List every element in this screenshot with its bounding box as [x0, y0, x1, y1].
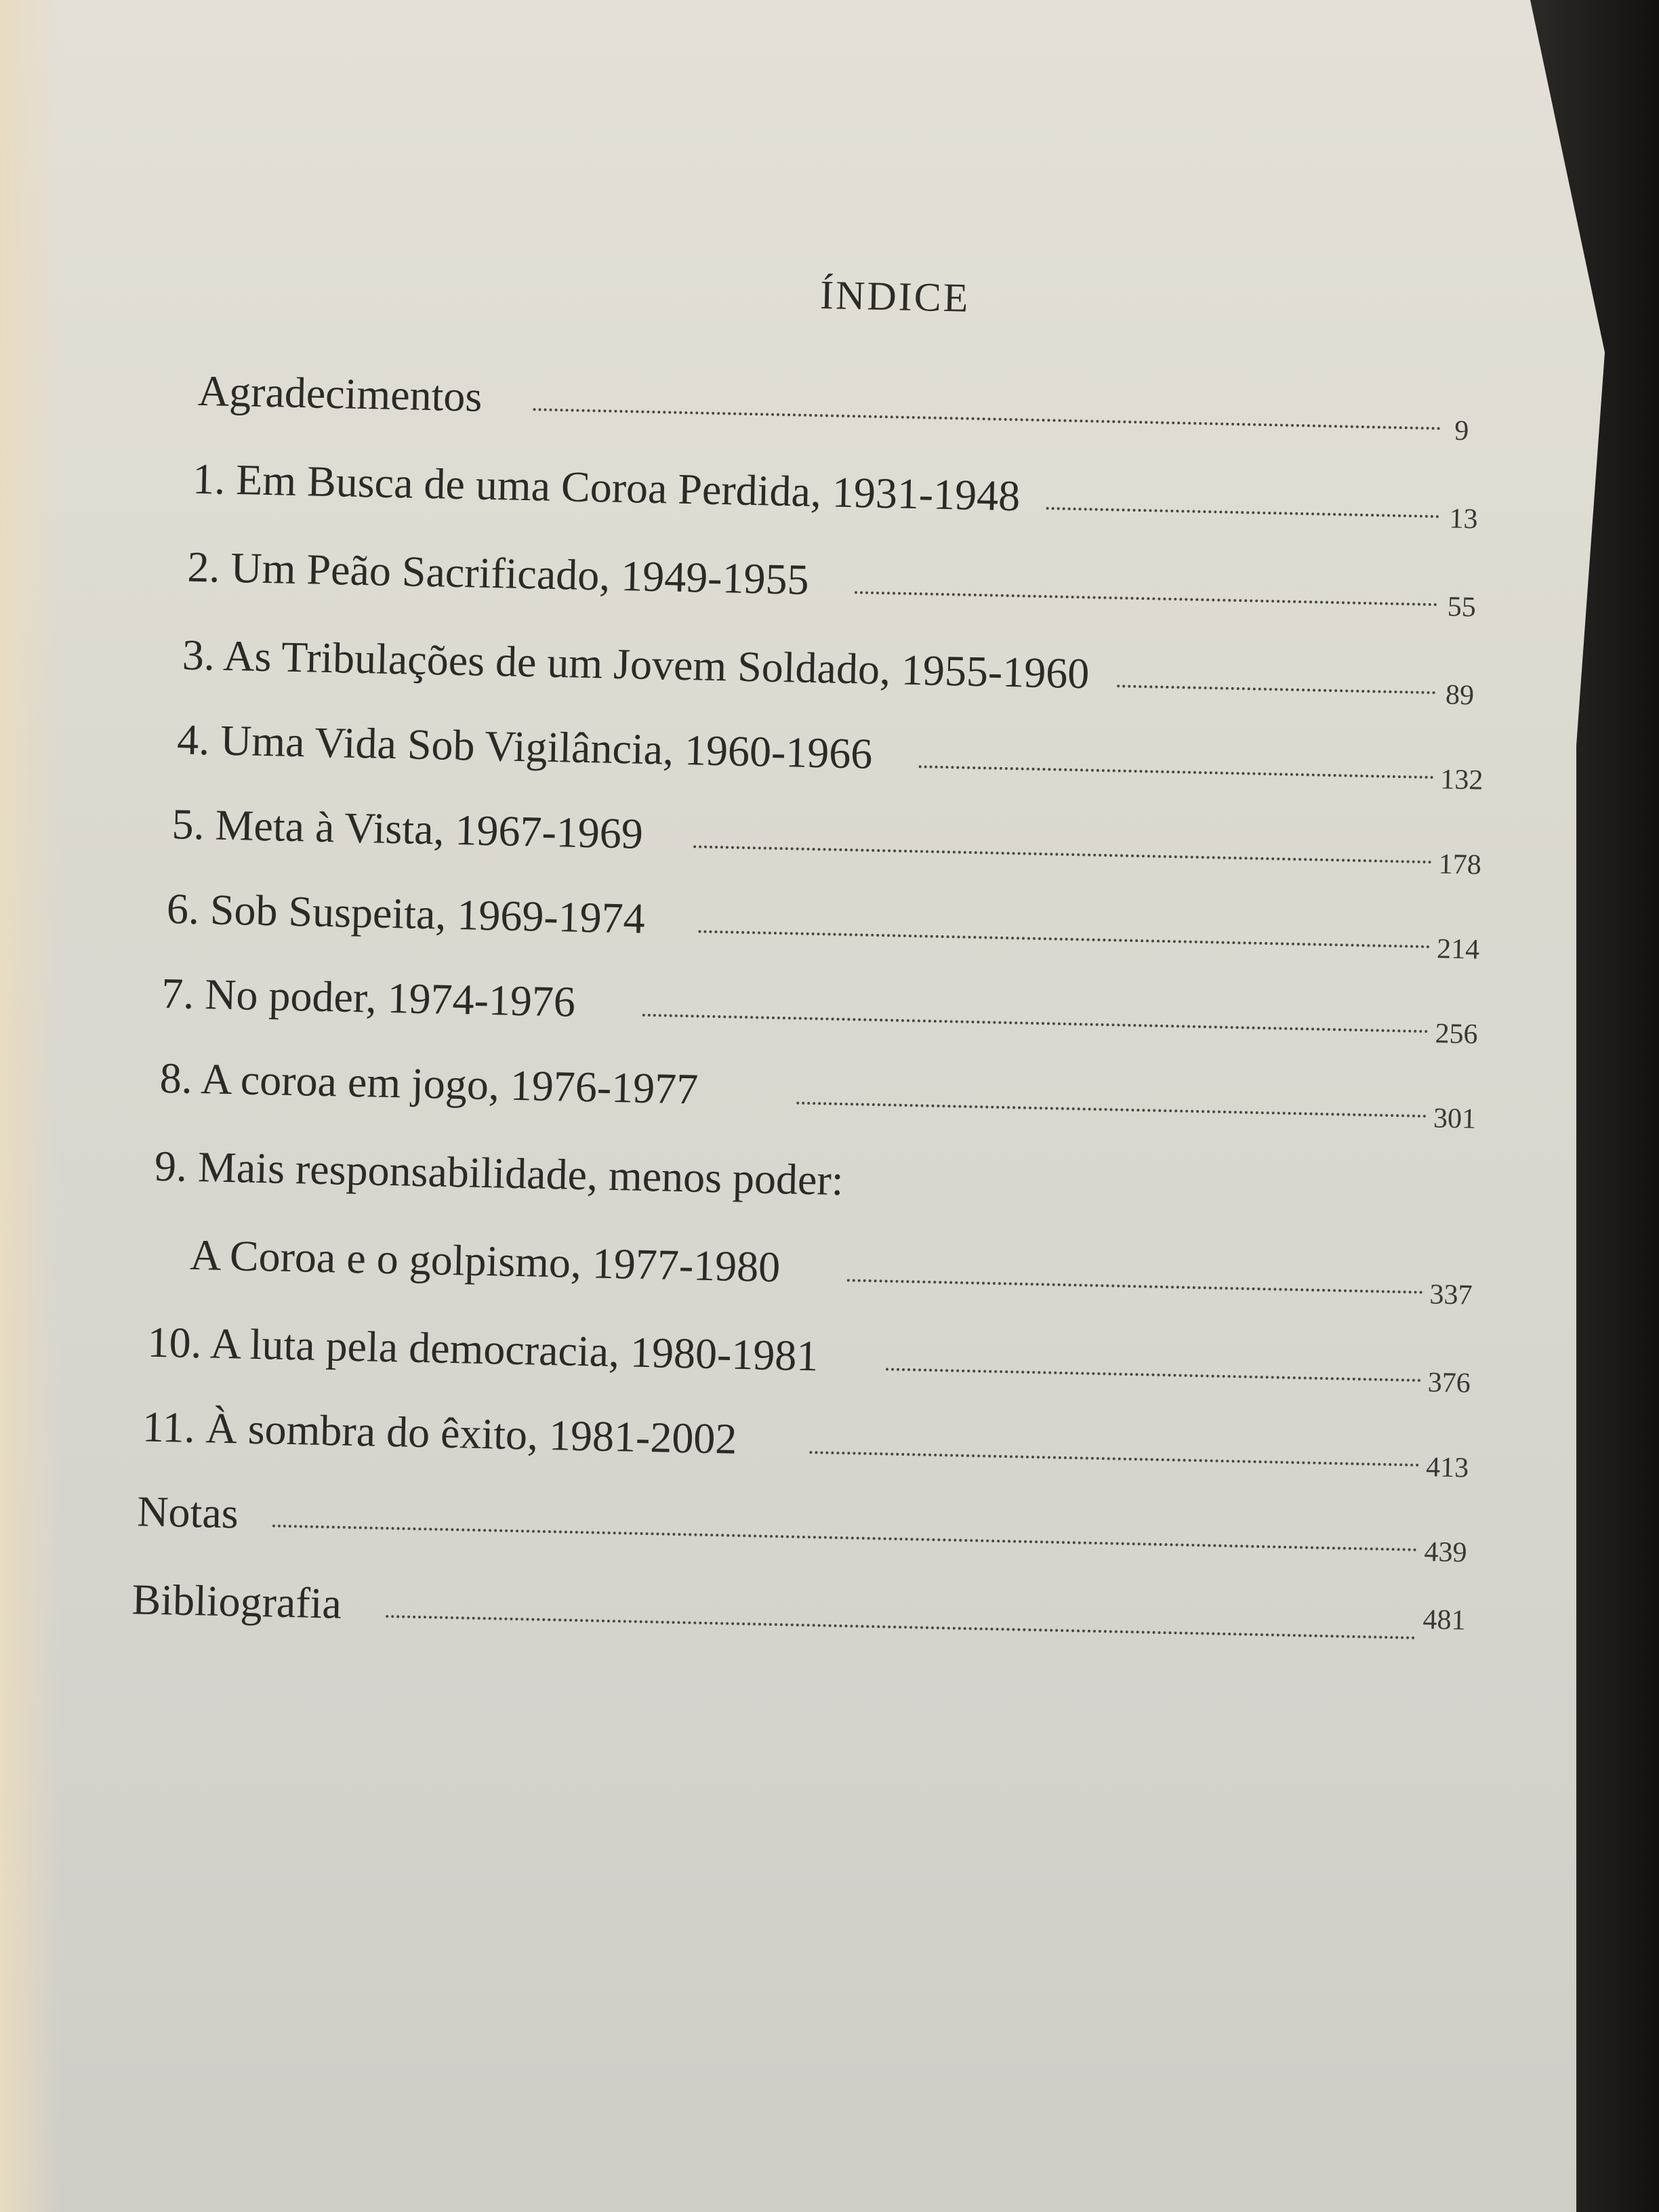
- dot-leader: [855, 591, 1437, 606]
- toc-entry-acknowledgements: [11, 363, 1659, 445]
- toc-entry-page: 89: [1445, 679, 1475, 712]
- toc-entry-chapter-9: [0, 1139, 1654, 1221]
- toc-entry-page: 376: [1427, 1367, 1471, 1399]
- toc-entry-title: 7. No poder, 1974-1976: [161, 968, 576, 1026]
- dot-leader: [698, 930, 1430, 948]
- toc-entry-chapter-9-subtitle: [0, 1227, 1653, 1309]
- toc-entry-page: 214: [1436, 933, 1480, 966]
- toc-entry-chapter-1: [9, 451, 1659, 533]
- toc-entry-page: 9: [1454, 415, 1469, 447]
- dot-leader: [272, 1525, 1418, 1551]
- toc-entry-chapter-3: [5, 628, 1659, 710]
- toc-entry-chapter-4: [4, 712, 1659, 794]
- dot-leader: [533, 408, 1441, 430]
- toc-entry-chapter-5: [2, 797, 1659, 879]
- toc-entry-chapter-8: [0, 1051, 1656, 1133]
- toc-entry-chapter-2: [7, 539, 1659, 621]
- toc-entry-page: 256: [1435, 1018, 1479, 1050]
- toc-entry-title: 10. A luta pela democracia, 1980-1981: [146, 1317, 819, 1380]
- toc-entry-chapter-7: [0, 966, 1658, 1048]
- toc-entry-title: 9. Mais responsabilidade, menos poder:: [154, 1141, 844, 1205]
- toc-entry-title: 8. A coroa em jogo, 1976-1977: [159, 1053, 699, 1113]
- toc-heading: ÍNDICE: [819, 272, 971, 321]
- toc-entry-title: A Coroa e o golpismo, 1977-1980: [189, 1230, 781, 1292]
- toc-entry-notes: [0, 1485, 1647, 1567]
- toc-entry-title: 11. À sombra do êxito, 1981-2002: [142, 1402, 738, 1463]
- toc-entry-title: Agradecimentos: [197, 366, 483, 421]
- dot-leader: [386, 1615, 1416, 1639]
- dot-leader: [693, 845, 1432, 863]
- toc-entry-chapter-10: [0, 1315, 1651, 1397]
- toc-entry-bibliography: [0, 1573, 1645, 1655]
- toc-entry-page: 132: [1439, 764, 1483, 796]
- dot-leader: [642, 1014, 1429, 1033]
- dot-leader: [1117, 684, 1435, 694]
- toc-entry-title: 1. Em Busca de uma Coroa Perdida, 1931-1948: [192, 454, 1021, 520]
- toc-entry-title: Bibliografia: [131, 1575, 342, 1628]
- dot-leader: [886, 1368, 1421, 1382]
- toc-entry-page: 13: [1449, 503, 1478, 535]
- toc-entry-page: 439: [1424, 1536, 1468, 1569]
- toc-entry-title: Notas: [136, 1487, 239, 1538]
- toc-entry-page: 55: [1447, 591, 1477, 623]
- toc-entry-chapter-11: [0, 1400, 1649, 1482]
- toc-entry-title: 2. Um Peão Sacrificado, 1949-1955: [186, 542, 810, 604]
- dot-leader: [1046, 507, 1439, 518]
- dot-leader: [796, 1102, 1427, 1118]
- toc-entry-title: 4. Uma Vida Sob Vigilância, 1960-1966: [176, 715, 874, 778]
- toc-entry-page: 413: [1425, 1452, 1469, 1484]
- toc-entry-title: 6. Sob Suspeita, 1969-1974: [166, 884, 646, 943]
- toc-entry-page: 178: [1438, 848, 1482, 881]
- toc-entry-page: 301: [1433, 1103, 1477, 1135]
- toc-entry-chapter-6: [0, 882, 1659, 964]
- toc-entry-title: 5. Meta à Vista, 1967-1969: [171, 800, 644, 858]
- dot-leader: [809, 1451, 1419, 1467]
- dot-leader: [919, 765, 1434, 779]
- toc-entry-page: 481: [1422, 1604, 1466, 1637]
- dot-leader: [847, 1279, 1423, 1294]
- toc-entry-page: 337: [1429, 1279, 1473, 1311]
- toc-entry-title: 3. As Tribulações de um Jovem Soldado, 1955-1960: [182, 630, 1090, 698]
